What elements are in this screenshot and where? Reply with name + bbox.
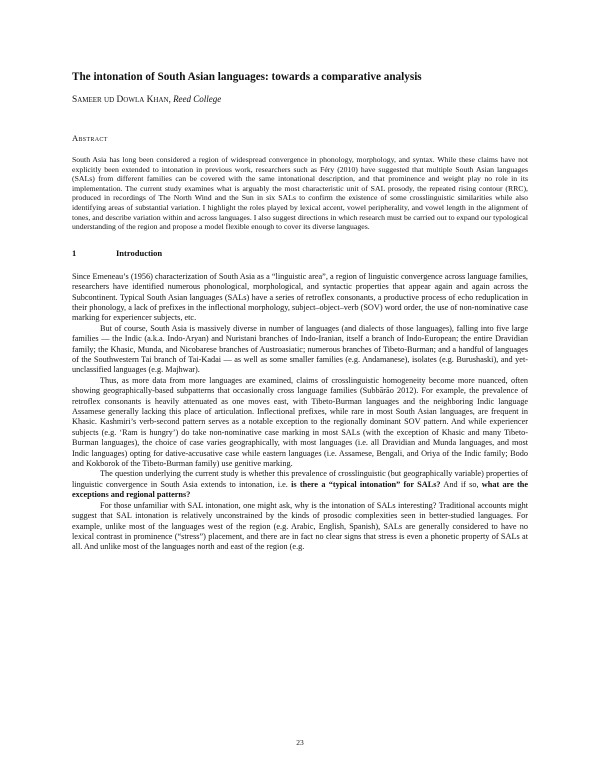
author-line <box>72 93 528 106</box>
abstract-text: South Asia has long been considered a region of widespread convergence in phonology, morphology, and syntax. While these claims have not explicitly been extended to intonation in previous work, researchers such as Féry (2010) have suggested that multiple South Asian languages (SALs) from different families can be covered with the same intonational description, and that prominence and weight play no role in its implementation. The current study examines what is arguably the most characteristic unit of SAL prosody, the repeated rising contour (RRC), produced in recordings of The North Wind and the Sun in six SALs to confirm the existence of some crosslinguistic similarities while also identifying areas of substantial variation. I highlight the roles played by lexical accent, vowel peripherality, and vowel length in the alignment of tones, and describe variation within and across languages. I also suggest directions in which research must be carried out to expand our typological understanding of the region and propose a model flexible enough to cover its diverse languages. <box>72 155 528 232</box>
research-question-2: what are the exceptions and regional patterns? <box>72 479 529 500</box>
paragraph-3: Thus, as more data from more languages are examined, claims of crosslinguistic homogeneity become more nuanced, often showing geographically-based subpatterns that occasionally cross language families (Subbārāo 2012). For example, the prevalence of retroflex consonants is heavily attenuated as one moves east, with Tibeto-Burman languages and the neighboring Indic language Assamese generally lacking this place of articulation. Inflectional prefixes, while rare in most South Asian languages, are frequent in Khasic. Kashmiri’s verb-second pattern serves as a notable exception to the regionally dominant SOV pattern. And while experiencer subjects (e.g. ‘Ram is hungry’) do take non-nominative case marking in most SALs (with the exception of Khasic and many Tibeto-Burman languages), the choice of case varies geographically, with most languages (i.e. all Dravidian and Munda languages, and most Indic languages) opting for dative-accusative case while eastern languages (i.e. Assamese, Bengali, and Oriya of the Indic family; Bodo and Kokborok of the Tibeto-Burman family) use genitive marking. <box>72 375 528 469</box>
section-number: 1 <box>72 247 77 258</box>
paragraph-1: Since Emeneau’s (1956) characterization of South Asia as a “linguistic area”, a region of linguistic convergence across language families, researchers have identified numerous phonological, morphological, and syntactic properties that appear again and again across the Subcontinent. Typical South Asian languages (SALs) have a series of retroflex consonants, a productive process of echo reduplication in their phonology, a lack of prefixes in the inflectional morphology, subject–object–verb (SOV) word order, the use of non-nominative case marking for experiencer subjects, etc. <box>72 271 528 323</box>
paragraph-4-mid: And if so, <box>443 479 479 489</box>
abstract-heading: Abstract <box>72 133 108 143</box>
paragraph-4 <box>72 469 528 500</box>
author-affiliation: Reed College <box>173 94 222 104</box>
section-body <box>72 272 528 553</box>
research-question-1: is there a “typical intonation” for SALs? <box>291 479 441 489</box>
paragraph-5: For those unfamiliar with SAL intonation, one might ask, why is the intonation of SALs interesting? Traditional accounts might suggest that SAL intonation is relatively unconstrained by the kinds of prosodic complexities seen in better-studied languages. For example, unlike most of the languages west of the region (e.g. Arabic, English, Spanish), SALs are generally considered to have no lexical contrast in prominence (“stress”) placement, and there are in fact no clear signs that stress is even a phonetic property of SALs at all. And unlike most of the languages north and east of the region (e.g. <box>72 500 528 552</box>
section-title: Introduction <box>116 247 163 258</box>
author-name: Sameer ud Dowla Khan <box>72 95 169 105</box>
page-number: 23 <box>296 738 304 747</box>
paragraph-2: But of course, South Asia is massively diverse in number of languages (and dialects of those languages), falling into five large families — the Indic (a.k.a. Indo-Aryan) and Nuristani branches of Indo-Iranian, itself a branch of Indo-European; the entire Dravidian family; the Khasic, Munda, and Nicobarese branches of Austroasiatic; numerous branches of Tibeto-Burman; and a handful of languages of the Southwestern Tai branch of Tai-Kadai — as well as some smaller families (e.g. Andamanese), isolates (e.g. Burushaski), and yet-unclassified languages (e.g. Majhwar). <box>72 323 528 375</box>
section-heading <box>72 248 528 259</box>
author-separator: , <box>168 94 174 104</box>
page-content <box>72 70 528 553</box>
paper-title: The intonation of South Asian languages: towards a comparative analysis <box>72 71 422 83</box>
paragraph-4-start: The question underlying the current study is whether this prevalence of crosslinguistic (but geographically variable) properties of linguistic convergence in South Asia extends to intonation, i.e. <box>72 469 528 489</box>
